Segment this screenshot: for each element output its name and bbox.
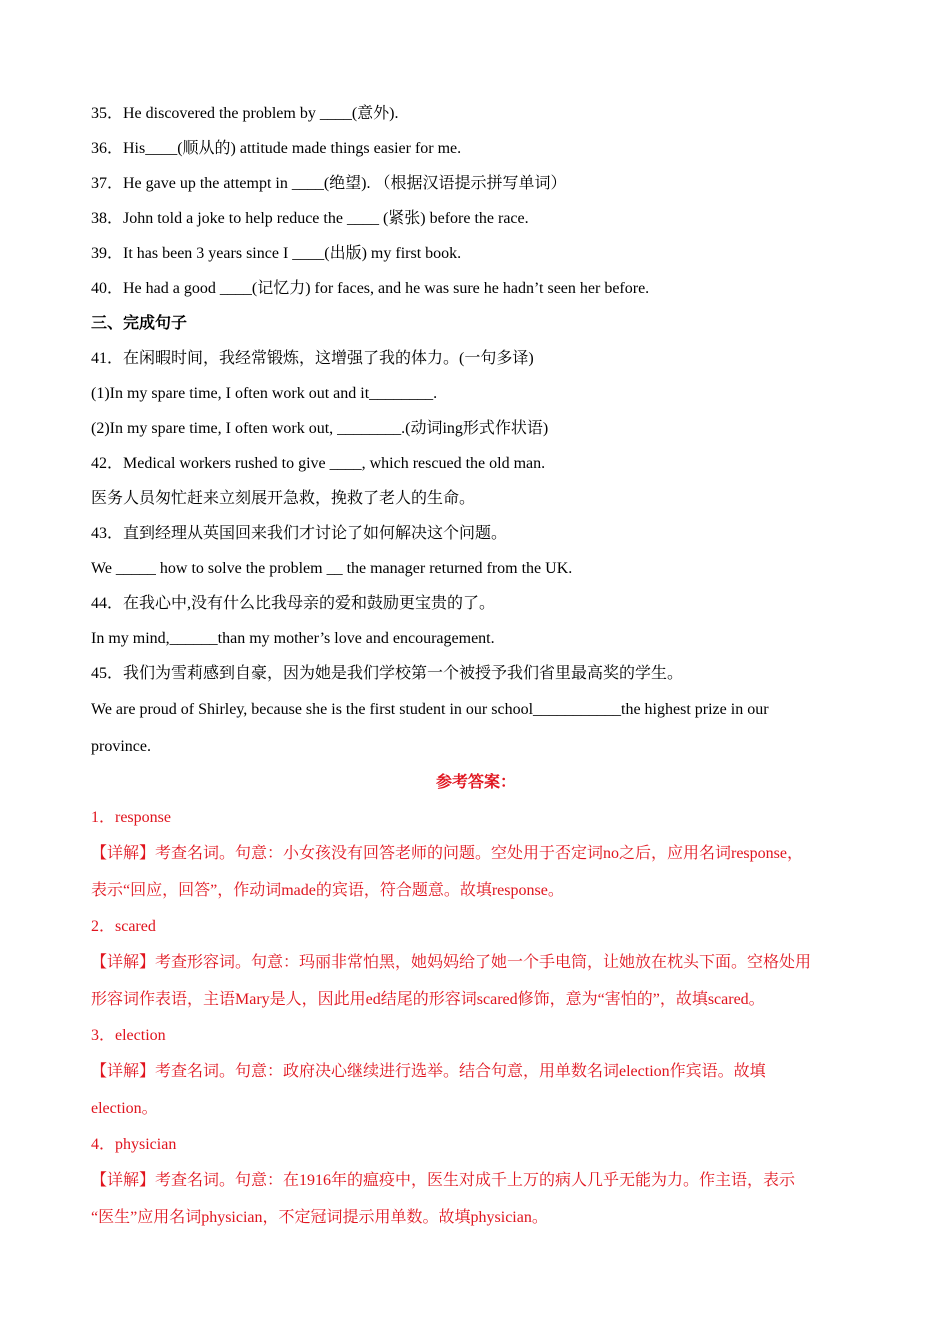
question-38: 38．John told a joke to help reduce the ____ (紧张) before the race. [91,210,529,227]
question-36: 36．His____(顺从的) attitude made things easier for me. [91,140,462,157]
sentence-41-part2: (2)In my spare time, I often work out, ________.(动词ing形式作状语) [91,420,549,437]
sentence-44-english: In my mind,______than my mother’s love and encouragement. [91,630,495,647]
answer-1-detail-line2: 表示“回应，回答”，作动词made的宾语，符合题意。故填response。 [91,882,564,899]
section-title: 三、完成句子 [91,315,188,332]
answer-3-heading: 3．election [91,1027,166,1044]
answer-2-detail-line1: 【详解】考查形容词。句意：玛丽非常怕黑，她妈妈给了她一个手电筒，让她放在枕头下面。空格处用 [91,954,812,971]
sentence-41-prompt: 41．在闲暇时间，我经常锻炼，这增强了我的体力。(一句多译) [91,350,534,367]
answer-2-heading: 2．scared [91,918,156,935]
answer-4-detail-line2: “医生”应用名词physician，不定冠词提示用单数。故填physician。 [91,1209,548,1226]
question-35: 35．He discovered the problem by ____(意外). [91,105,399,122]
question-37: 37．He gave up the attempt in ____(绝望). （根据汉语提示拼写单词） [91,175,567,192]
document-page [91,96,861,1236]
question-39: 39．It has been 3 years since I ____(出版) my first book. [91,245,462,262]
answer-2-detail-line2: 形容词作表语，主语Mary是人，因此用ed结尾的形容词scared修饰，意为“害怕的”，故填scared。 [91,991,765,1008]
sentence-41-part1: (1)In my spare time, I often work out and it________. [91,385,438,402]
sentence-45-chinese: 45．我们为雪莉感到自豪，因为她是我们学校第一个被授予我们省里最高奖的学生。 [91,665,684,682]
sentence-44-chinese: 44．在我心中,没有什么比我母亲的爱和鼓励更宝贵的了。 [91,595,496,612]
sentence-42-chinese: 医务人员匆忙赶来立刻展开急救，挽救了老人的生命。 [91,490,476,507]
question-40: 40．He had a good ____(记忆力) for faces, and he was sure he hadn’t seen her before. [91,280,650,297]
sentence-45-english-line1: We are proud of Shirley, because she is the first student in our school___________the highest prize in our [91,701,769,718]
answer-title: 参考答案： [435,774,516,791]
answer-4-heading: 4．physician [91,1136,177,1153]
answer-4-detail-line1: 【详解】考查名词。句意：在1916年的瘟疫中，医生对成千上万的病人几乎无能为力。作主语，表示 [91,1172,796,1189]
answer-3-detail-line2: election。 [91,1100,158,1117]
sentence-42-english: 42．Medical workers rushed to give ____, which rescued the old man. [91,455,546,472]
answer-1-detail-line1: 【详解】考查名词。句意：小女孩没有回答老师的问题。空处用于否定词no之后，应用名词response， [91,845,803,862]
sentence-43-english: We _____ how to solve the problem __ the manager returned from the UK. [91,560,573,577]
answer-1-heading: 1．response [91,809,171,826]
sentence-43-chinese: 43．直到经理从英国回来我们才讨论了如何解决这个问题。 [91,525,508,542]
answer-3-detail-line1: 【详解】考查名词。句意：政府决心继续进行选举。结合句意，用单数名词election作宾语。故填 [91,1063,766,1080]
sentence-45-english-line2: province. [91,738,151,755]
